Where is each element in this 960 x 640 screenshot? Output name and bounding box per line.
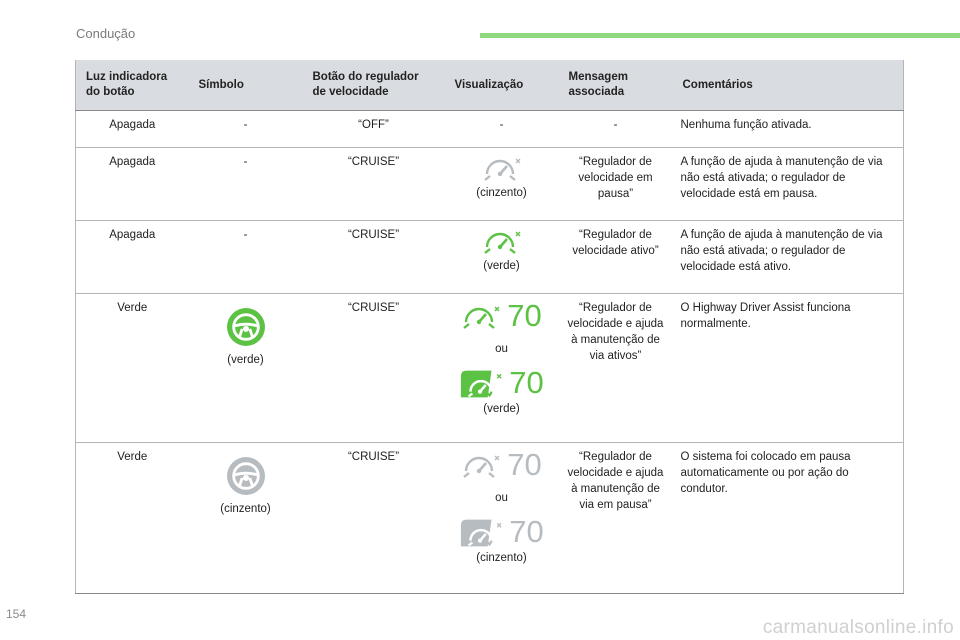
speed-value: 70 <box>509 514 544 549</box>
display-speed-lane-active <box>451 367 553 398</box>
cell-display <box>445 148 559 221</box>
cell-display <box>445 221 559 294</box>
cell-display <box>445 294 559 443</box>
cell-button: “CRUISE” <box>303 221 445 294</box>
cell-comment: O Highway Driver Assist funciona normalmente. <box>673 294 904 443</box>
page-number: 154 <box>6 607 27 621</box>
symbol-caption: (verde) <box>227 354 264 366</box>
cell-message: “Regulador de velocidade e ajuda à manutenção de via ativos” <box>559 294 673 443</box>
cell-symbol <box>189 443 303 594</box>
cell-light: Apagada <box>76 148 189 221</box>
cell-display: - <box>445 111 559 148</box>
display-caption: (cinzento) <box>476 187 527 199</box>
table-row <box>76 148 904 221</box>
header-comments: Comentários <box>673 60 904 111</box>
watermark: carmanualsonline.info <box>762 617 954 638</box>
speed-value: 70 <box>507 298 542 333</box>
cruise-control-active-icon <box>482 227 522 255</box>
table-row <box>76 111 904 148</box>
cell-button: “CRUISE” <box>303 294 445 443</box>
display-caption: (cinzento) <box>476 552 527 564</box>
cell-comment: Nenhuma função ativada. <box>673 111 904 148</box>
display-speed-active <box>451 300 553 331</box>
speed-value: 70 <box>509 365 544 400</box>
lane-keeping-cruise-icon <box>459 368 503 398</box>
symbol-caption: (cinzento) <box>220 503 271 515</box>
header-associated-message: Mensagem associada <box>559 60 673 111</box>
cell-light: Verde <box>76 443 189 594</box>
cell-symbol <box>189 294 303 443</box>
cell-button: “CRUISE” <box>303 148 445 221</box>
cell-message: “Regulador de velocidade ativo” <box>559 221 673 294</box>
cruise-control-paused-icon <box>482 154 522 182</box>
cell-message: “Regulador de velocidade e ajuda à manutenção de via em pausa” <box>559 443 673 594</box>
table-row <box>76 443 904 594</box>
display-caption: (verde) <box>483 403 520 415</box>
table-row <box>76 221 904 294</box>
cruise-control-active-icon <box>461 302 501 330</box>
cell-light: Apagada <box>76 111 189 148</box>
table-header-row <box>76 60 904 111</box>
header-symbol: Símbolo <box>189 60 303 111</box>
cell-comment: O sistema foi colocado em pausa automaticamente ou por ação do condutor. <box>673 443 904 594</box>
display-speed-paused <box>451 449 553 480</box>
section-accent-bar <box>480 33 960 38</box>
cell-display <box>445 443 559 594</box>
speed-value: 70 <box>507 447 542 482</box>
header-speed-regulator-button: Botão do regulador de velocidade <box>303 60 445 111</box>
cell-light: Verde <box>76 294 189 443</box>
header-display: Visualização <box>445 60 559 111</box>
cell-symbol: - <box>189 111 303 148</box>
cell-comment: A função de ajuda à manutenção de via não está ativada; o regulador de velocidade está em pausa. <box>673 148 904 221</box>
cell-symbol: - <box>189 148 303 221</box>
header-button-light: Luz indicadora do botão <box>76 60 189 111</box>
cell-button: “CRUISE” <box>303 443 445 594</box>
or-label: ou <box>495 492 508 504</box>
or-label: ou <box>495 343 508 355</box>
cell-message: - <box>559 111 673 148</box>
cell-comment: A função de ajuda à manutenção de via não está ativada; o regulador de velocidade está ativo. <box>673 221 904 294</box>
table-row <box>76 294 904 443</box>
cell-symbol: - <box>189 221 303 294</box>
cell-light: Apagada <box>76 221 189 294</box>
cell-button: “OFF” <box>303 111 445 148</box>
steering-wheel-icon <box>227 308 265 346</box>
section-title: Condução <box>76 26 136 41</box>
cruise-control-paused-icon <box>461 451 501 479</box>
lane-keeping-cruise-icon <box>459 517 503 547</box>
display-caption: (verde) <box>483 260 520 272</box>
cruise-control-status-table <box>75 60 904 594</box>
display-speed-lane-paused <box>451 516 553 547</box>
cell-message: “Regulador de velocidade em pausa” <box>559 148 673 221</box>
steering-wheel-icon <box>227 457 265 495</box>
